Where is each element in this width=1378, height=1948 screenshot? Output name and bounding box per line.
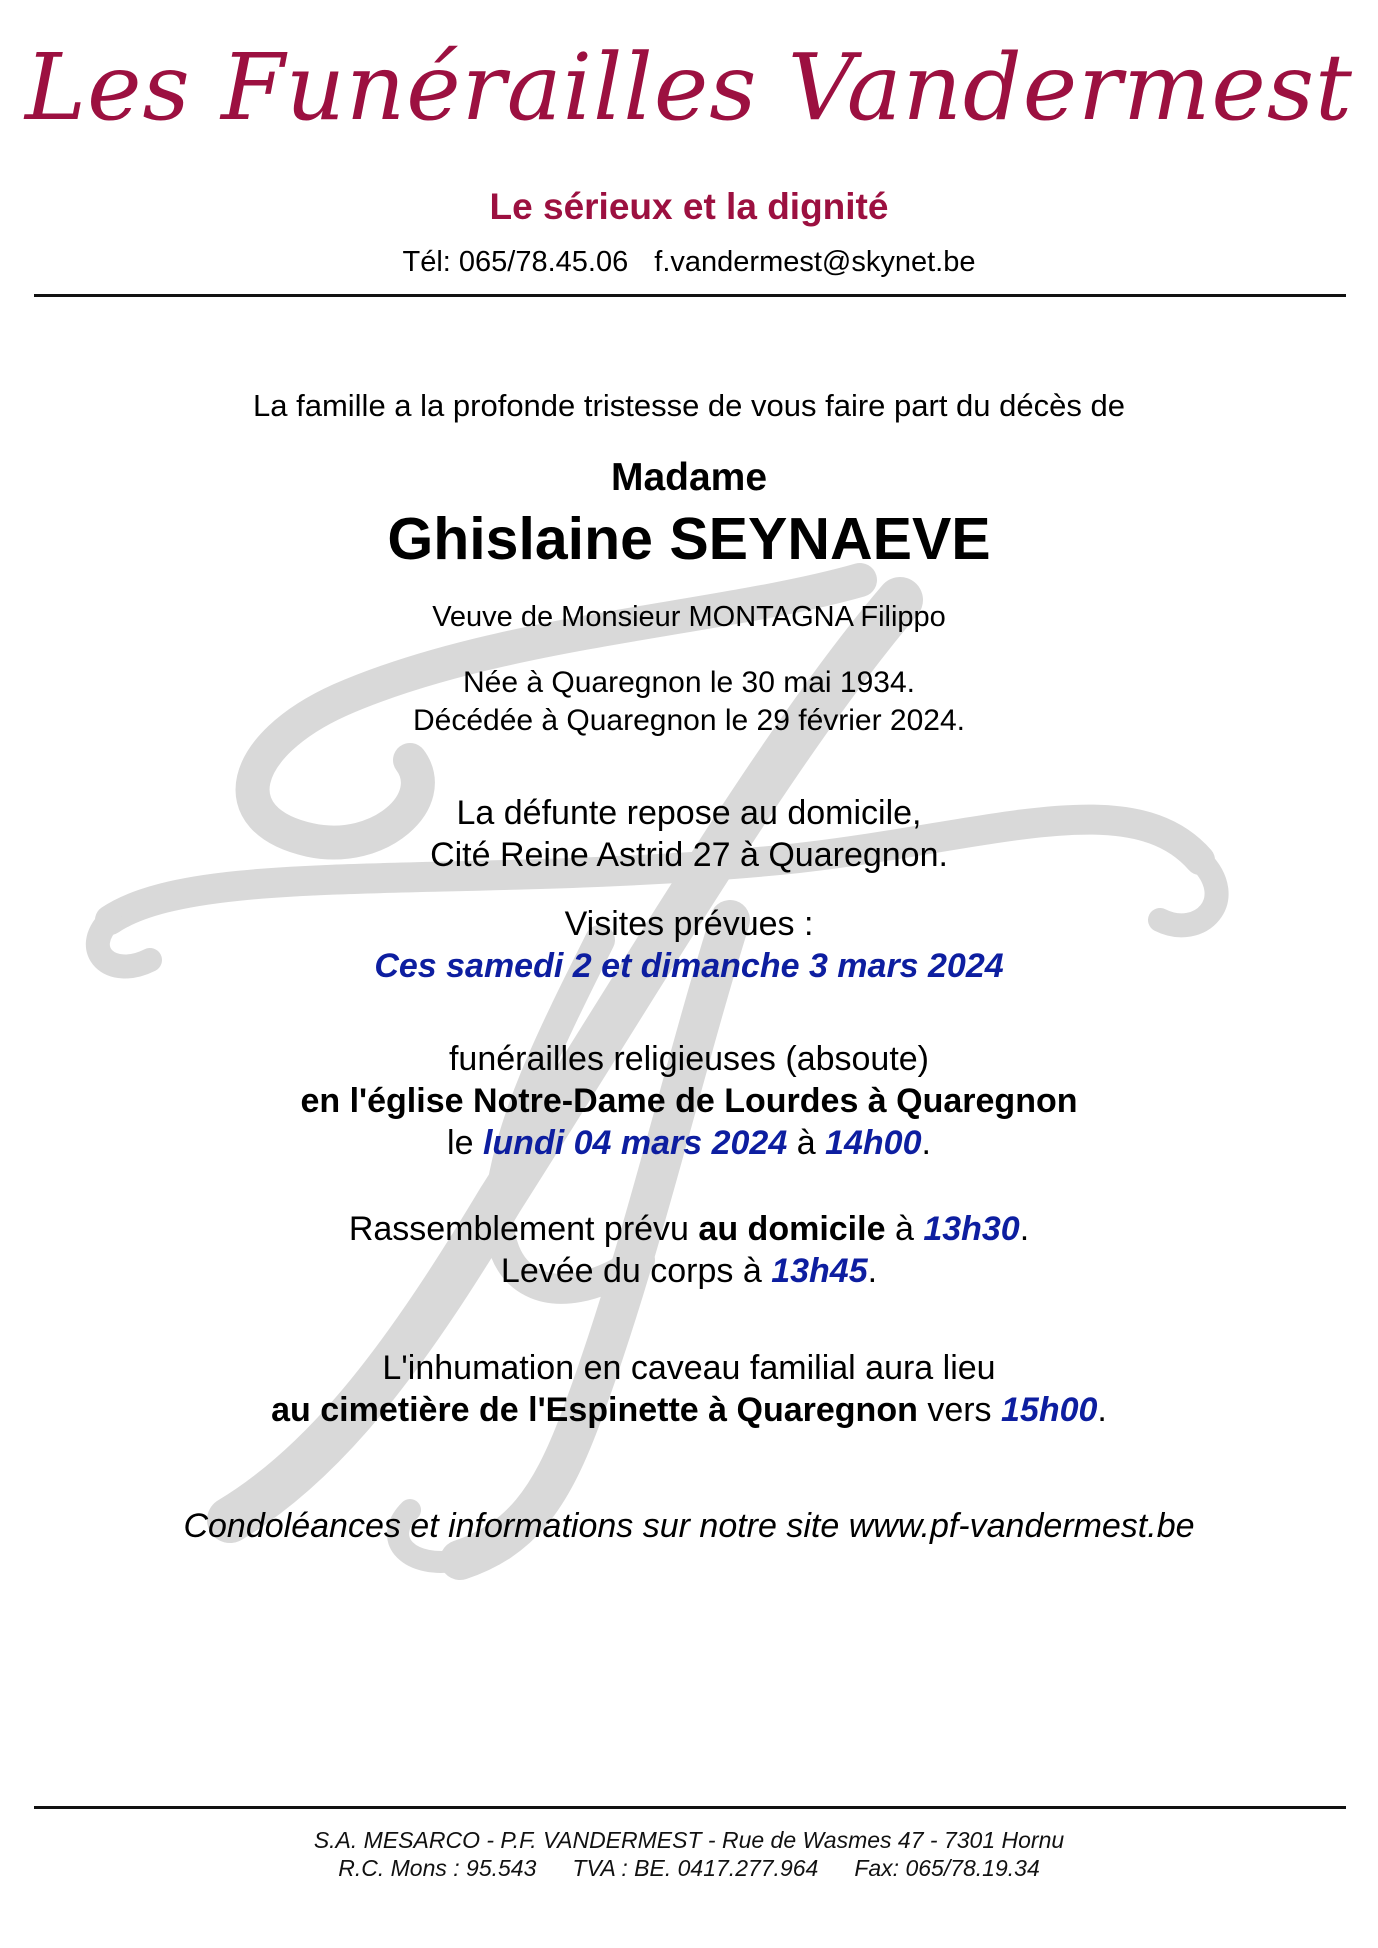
widow-of: Veuve de Monsieur MONTAGNA Filippo bbox=[432, 601, 946, 633]
visits-dates: Ces samedi 2 et dimanche 3 mars 2024 bbox=[374, 947, 1004, 985]
burial-period: . bbox=[1097, 1391, 1107, 1429]
funeral-type: funérailles religieuses (absoute) bbox=[448, 1040, 930, 1078]
visits-info bbox=[0, 903, 1378, 987]
phone-number: Tél: 065/78.45.06 bbox=[402, 246, 629, 278]
repose-address: Cité Reine Astrid 27 à Quaregnon. bbox=[430, 836, 948, 874]
life-dates bbox=[0, 664, 1378, 740]
footer-divider bbox=[34, 1806, 1346, 1809]
gathering-a-text: à bbox=[894, 1210, 914, 1248]
funeral-date: lundi 04 mars 2024 bbox=[482, 1124, 788, 1162]
gathering-prefix: Rassemblement prévu bbox=[348, 1210, 689, 1248]
civility: Madame bbox=[610, 456, 768, 499]
gathering-line bbox=[0, 1208, 1378, 1250]
funeral-le-text: le bbox=[447, 1124, 474, 1162]
gathering-period: . bbox=[1019, 1210, 1030, 1248]
contact-line bbox=[0, 244, 1378, 280]
gathering-time: 13h30 bbox=[923, 1210, 1020, 1248]
brand-logo-title: Les Funérailles Vandermest bbox=[24, 34, 1354, 141]
footer-fax: Fax: 065/78.19.34 bbox=[854, 1855, 1040, 1881]
footer-tva: TVA : BE. 0417.277.964 bbox=[572, 1855, 819, 1881]
footer-rc: R.C. Mons : 95.543 bbox=[338, 1855, 537, 1881]
funeral-place: en l'église Notre-Dame de Lourdes à Quaregnon bbox=[300, 1082, 1078, 1120]
footer-registration bbox=[0, 1854, 1378, 1882]
lift-period: . bbox=[867, 1252, 878, 1290]
burial-line-1: L'inhumation en caveau familial aura lieu bbox=[382, 1349, 996, 1387]
lift-line bbox=[0, 1250, 1378, 1292]
burial-vers-text: vers bbox=[927, 1391, 992, 1429]
repose-line-1: La défunte repose au domicile, bbox=[456, 794, 922, 832]
lift-time: 13h45 bbox=[771, 1252, 868, 1290]
funeral-a-text: à bbox=[796, 1124, 816, 1162]
funeral-datetime bbox=[0, 1122, 1378, 1164]
company-footer bbox=[0, 1826, 1378, 1882]
birth-line: Née à Quaregnon le 30 mai 1934. bbox=[463, 666, 915, 699]
burial-info bbox=[0, 1347, 1378, 1431]
tagline: Le sérieux et la dignité bbox=[489, 186, 889, 227]
condolences-text: Condoléances et informations sur notre site www.pf-vandermest.be bbox=[183, 1507, 1195, 1545]
visits-label: Visites prévues : bbox=[564, 905, 814, 943]
intro-text: La famille a la profonde tristesse de vous faire part du décès de bbox=[253, 388, 1125, 423]
repose-info bbox=[0, 792, 1378, 876]
funeral-time: 14h00 bbox=[825, 1124, 922, 1162]
gathering-place: au domicile bbox=[698, 1210, 886, 1248]
funeral-info bbox=[0, 1038, 1378, 1164]
header-divider bbox=[34, 294, 1346, 297]
gathering-info bbox=[0, 1208, 1378, 1292]
footer-address: S.A. MESARCO - P.F. VANDERMEST - Rue de Wasmes 47 - 7301 Hornu bbox=[313, 1827, 1065, 1853]
deceased-name: Ghislaine SEYNAEVE bbox=[387, 506, 991, 572]
lift-prefix: Levée du corps à bbox=[500, 1252, 762, 1290]
email-address[interactable]: f.vandermest@skynet.be bbox=[654, 246, 976, 278]
burial-line-2 bbox=[0, 1389, 1378, 1431]
funeral-period: . bbox=[921, 1124, 931, 1162]
burial-place: au cimetière de l'Espinette à Quaregnon bbox=[271, 1391, 918, 1429]
burial-time: 15h00 bbox=[1001, 1391, 1098, 1429]
death-line: Décédée à Quaregnon le 29 février 2024. bbox=[412, 704, 966, 737]
